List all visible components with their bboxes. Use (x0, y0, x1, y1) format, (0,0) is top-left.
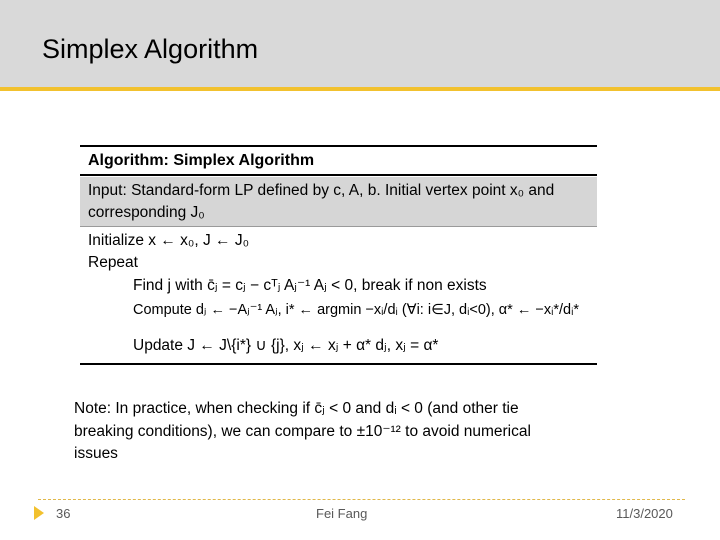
algorithm-input-line-1: Input: Standard-form LP defined by c, A, b. Initial vertex point x₀ and (88, 182, 555, 199)
footer-author: Fei Fang (316, 506, 368, 521)
algorithm-header-rule (80, 174, 597, 176)
footer-rule (38, 499, 685, 500)
note-line-2: breaking conditions), we can compare to ±10⁻¹² to avoid numerical (74, 422, 531, 440)
algorithm-title: Algorithm: Simplex Algorithm (88, 152, 315, 169)
algorithm-update-line: Update J ← J\{i*} ∪ {j}, xⱼ ← xⱼ + α* dⱼ, xⱼ = α* (133, 337, 439, 354)
algorithm-input-line-2: corresponding J₀ (88, 204, 205, 221)
footer-arrow-icon (34, 506, 44, 520)
algorithm-repeat-line: Repeat (88, 254, 138, 271)
algorithm-input-rule (80, 226, 597, 227)
footer-page-number: 36 (56, 506, 71, 521)
note-block (74, 398, 634, 466)
header-accent-rule (0, 87, 720, 91)
slide-title: Simplex Algorithm (42, 34, 259, 64)
note-line-1: Note: In practice, when checking if c̄ⱼ < 0 and dᵢ < 0 (and other tie (74, 400, 519, 417)
algorithm-find-line: Find j with c̄ⱼ = cⱼ − cᵀⱼ Aⱼ⁻¹ Aⱼ < 0, break if non exists (133, 277, 487, 294)
note-line-3: issues (74, 445, 118, 462)
algorithm-compute-line: Compute dⱼ ← −Aⱼ⁻¹ Aⱼ, i* ← argmin −xᵢ/dᵢ (∀i: i∈J, dᵢ<0), α* ← −xᵢ*/dᵢ* (133, 302, 580, 318)
footer-date: 11/3/2020 (616, 506, 673, 521)
algorithm-initialize-line: Initialize x ← x₀, J ← J₀ (88, 232, 250, 249)
